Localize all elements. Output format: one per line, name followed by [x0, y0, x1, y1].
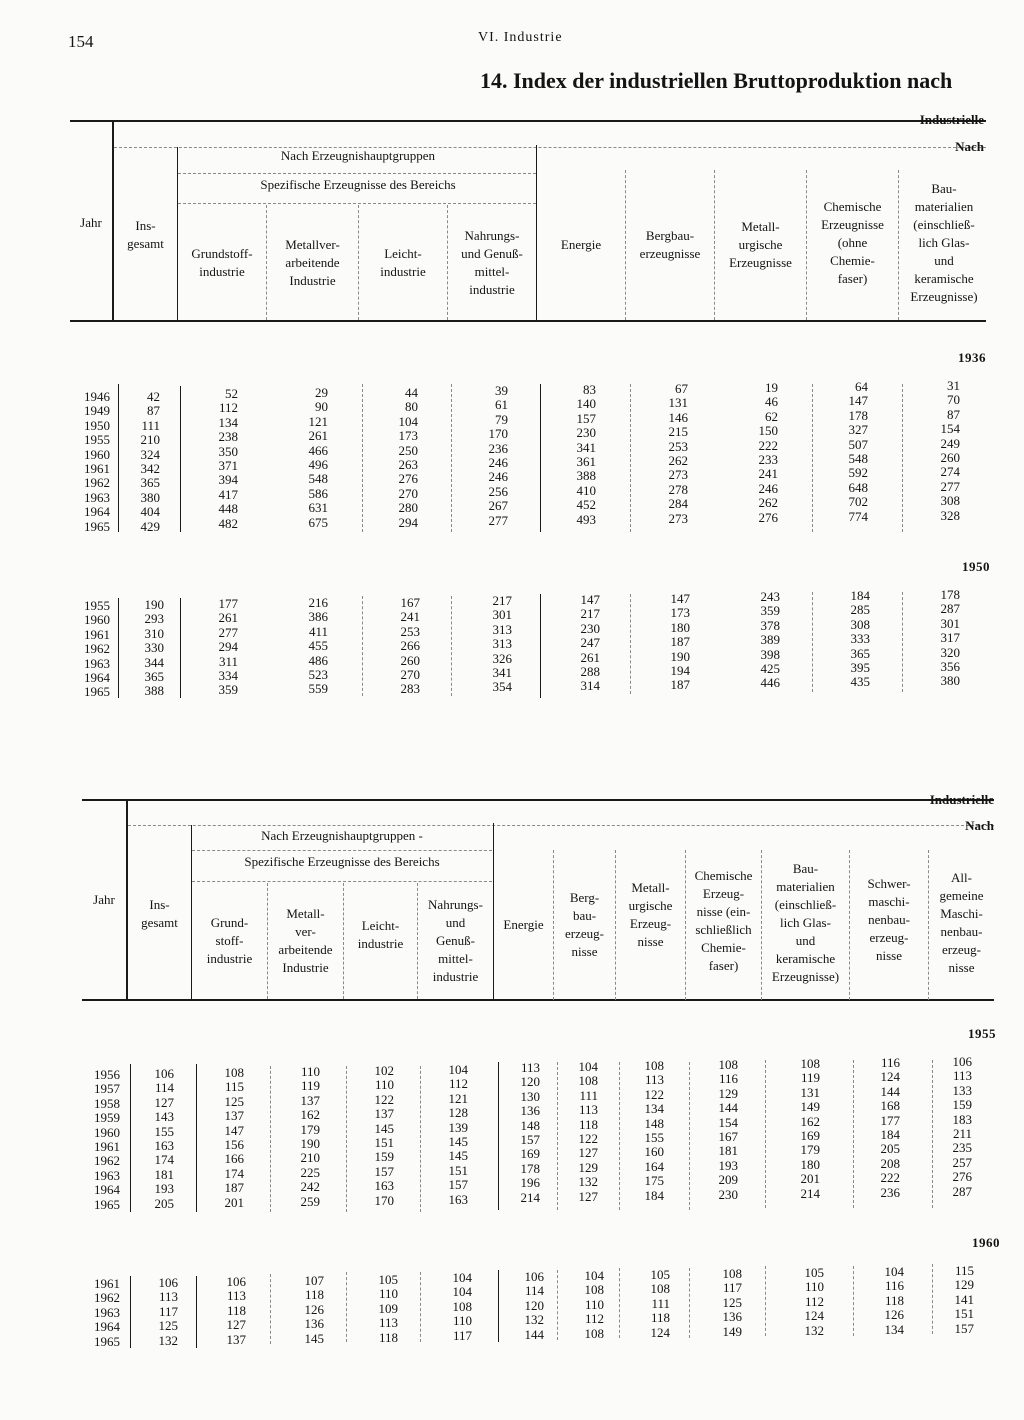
t2-b2-col-allgemeine-maschinenbau: 115 129 141 151 157 — [954, 1263, 974, 1336]
t2-header-baumaterialien: Bau- materialien (einschließ- lich Glas- und keramische Erzeugnisse) — [771, 860, 840, 984]
t1-b1-col-chemische: 64 147 178 327 507 548 592 648 702 774 — [848, 379, 868, 524]
t1-b2-col-baumaterialien: 178 287 301 317 320 356 380 — [940, 587, 960, 689]
t1-b1-col-insgesamt: 42 87 111 210 324 342 365 380 404 429 — [140, 389, 160, 534]
t1-b2-col-grundstoff: 177 261 277 294 311 334 359 — [218, 596, 238, 698]
t2-header-insgesamt: Ins- gesamt — [141, 897, 178, 930]
t1-b2-col-nahrung: 217 301 313 313 326 341 354 — [492, 593, 512, 695]
t2-header-nahrung: Nahrungs- und Genuß- mittel- industrie — [428, 897, 483, 984]
t2-b1-col-leichtindustrie: 102 110 122 137 145 151 159 157 163 170 — [374, 1063, 394, 1208]
table-title: 14. Index der industriellen Bruttoproduktion nach — [480, 68, 953, 93]
t1-b1-col-baumaterialien: 31 70 87 154 249 260 274 277 308 328 — [940, 378, 960, 523]
t2-header-allgemeine-maschinenbau: All- gemeine Maschi- nenbau- erzeug- nisse — [939, 869, 984, 975]
t1-header-leichtindustrie: Leicht- industrie — [380, 245, 426, 279]
t1-header-insgesamt: Ins- gesamt — [127, 218, 164, 251]
t1-b2-col-bergbau: 147 173 180 187 190 194 187 — [670, 591, 690, 693]
t2-b2-col-insgesamt: 106 113 117 125 132 — [158, 1275, 178, 1348]
t2-base-year-1960: 1960 — [972, 1235, 1000, 1250]
t1-b2-col-metallverarbeitende: 216 386 411 455 486 523 559 — [308, 595, 328, 697]
t1-b2-col-chemische: 184 285 308 333 365 395 435 — [850, 588, 870, 690]
t1-header-baumaterialien: Bau- materialien (einschließ- lich Glas- und keramische Erzeugnisse) — [910, 180, 978, 304]
t1-top-right-label: Industrielle — [919, 112, 984, 127]
t1-header-chemische: Chemische Erzeugnisse (ohne Chemie- faser) — [821, 198, 884, 286]
t2-b1-years: 1956 1957 1958 1959 1960 1961 1962 1963 1964 1965 — [94, 1067, 120, 1212]
t1-b1-col-nahrung: 39 61 79 170 236 246 246 256 267 277 — [488, 383, 508, 528]
t2-subgroup-header: Spezifische Erzeugnisse des Bereichs — [244, 854, 440, 869]
t2-nach-label: Nach — [965, 818, 994, 833]
t2-header-energie: Energie — [503, 917, 544, 932]
t2-b2-col-energie: 106 114 120 132 144 — [524, 1269, 544, 1342]
t2-top-right-label: Industrielle — [929, 792, 994, 807]
t1-header-energie: Energie — [560, 237, 602, 252]
t1-header-bergbau: Bergbau- erzeugnisse — [639, 228, 701, 261]
t2-b2-col-chemische: 108 117 125 136 149 — [722, 1266, 742, 1339]
t1-b1-col-bergbau: 67 131 146 215 253 262 273 278 284 273 — [668, 381, 688, 526]
t1-b1-col-grundstoff: 52 112 134 238 350 371 394 417 448 482 — [218, 386, 238, 531]
t1-header-jahr: Jahr — [80, 215, 102, 230]
t2-b1-col-metallurgische: 108 113 122 134 148 155 160 164 175 184 — [644, 1058, 664, 1203]
t2-b1-col-grundstoff: 108 115 125 137 147 156 166 174 187 201 — [224, 1065, 244, 1210]
t2-b2-col-metallverarbeitende: 107 118 126 136 145 — [304, 1273, 324, 1346]
t1-b1-col-metallverarbeitende: 29 90 121 261 466 496 548 586 631 675 — [308, 385, 328, 530]
t1-b1-col-metallurgische: 19 46 62 150 222 233 241 246 262 276 — [758, 380, 778, 525]
t2-b2-col-nahrung: 104 104 108 110 117 — [452, 1270, 472, 1343]
t2-b2-col-leichtindustrie: 105 110 109 113 118 — [378, 1272, 398, 1345]
t1-header-grundstoff: Grundstoff- industrie — [191, 245, 253, 279]
t2-header-metallverarbeitende: Metall- ver- arbeitende Industrie — [278, 906, 333, 975]
t2-b2-col-baumaterialien: 105 110 112 124 132 — [804, 1265, 824, 1338]
t2-b1-col-schwermaschinenbau: 116 124 144 168 177 184 205 208 222 236 — [880, 1055, 900, 1200]
t2-header-grundstoff: Grund- stoff- industrie — [206, 915, 253, 966]
t2-b2-col-metallurgische: 105 108 111 118 124 — [650, 1267, 670, 1340]
t1-base-year-1950: 1950 — [962, 559, 990, 574]
t1-subgroup-header: Spezifische Erzeugnisse des Bereichs — [260, 177, 456, 192]
t2-header-chemische: Chemische Erzeug- nisse (ein- schließlich Chemie- faser) — [694, 868, 753, 973]
t2-b1-col-bergbau: 104 108 111 113 118 122 127 129 132 127 — [578, 1059, 598, 1204]
t1-base-year-1936: 1936 — [958, 350, 986, 365]
t1-group-header: Nach Erzeugnishauptgruppen — [280, 148, 436, 163]
t1-b1-col-energie: 83 140 157 230 341 361 388 410 452 493 — [576, 382, 596, 527]
t2-base-year-1955: 1955 — [968, 1026, 996, 1041]
t2-b1-col-energie: 113 120 130 136 148 157 169 178 196 214 — [520, 1060, 540, 1205]
t1-b2-col-insgesamt: 190 293 310 330 344 365 388 — [144, 597, 164, 699]
t2-b2-col-schwermaschinenbau: 104 116 118 126 134 — [884, 1264, 904, 1337]
t1-b1-years: 1946 1949 1950 1955 1960 1961 1962 1963 1964 1965 — [84, 389, 110, 534]
t2-b2-years: 1961 1962 1963 1964 1965 — [94, 1276, 120, 1349]
t1-b2-col-leichtindustrie: 167 241 253 266 260 270 283 — [400, 595, 420, 697]
t1-b2-col-energie: 147 217 230 247 261 288 314 — [580, 592, 600, 694]
t2-b2-col-bergbau: 104 108 110 112 108 — [584, 1268, 604, 1341]
page-number: 154 — [68, 32, 94, 51]
chapter-title: VI. Industrie — [478, 30, 563, 45]
t2-b1-col-baumaterialien: 108 119 131 149 162 169 179 180 201 214 — [800, 1056, 820, 1201]
t2-header-jahr: Jahr — [93, 892, 115, 907]
t2-b1-col-allgemeine-maschinenbau: 106 113 133 159 183 211 235 257 276 287 — [952, 1054, 972, 1199]
t2-b2-col-grundstoff: 106 113 118 127 137 — [226, 1274, 246, 1347]
t2-group-header: Nach Erzeugnishauptgruppen - — [261, 828, 423, 843]
t2-header-bergbau: Berg- bau- erzeug- nisse — [565, 890, 604, 959]
t1-b1-col-leichtindustrie: 44 80 104 173 250 263 276 270 280 294 — [398, 385, 418, 530]
t2-b1-col-chemische: 108 116 129 144 154 167 181 193 209 230 — [718, 1057, 738, 1202]
t2-header-metallurgische: Metall- urgische Erzeug- nisse — [628, 880, 673, 949]
t1-b2-years: 1955 1960 1961 1962 1963 1964 1965 — [84, 598, 110, 700]
t2-b1-col-nahrung: 104 112 121 128 139 145 145 151 157 163 — [448, 1062, 468, 1207]
t2-b1-col-insgesamt: 106 114 127 143 155 163 174 181 193 205 — [154, 1066, 174, 1211]
t1-b2-col-metallurgische: 243 359 378 389 398 425 446 — [760, 589, 780, 691]
t2-header-schwermaschinenbau: Schwer- maschi- nenbau- erzeug- nisse — [867, 876, 911, 963]
t2-b1-col-metallverarbeitende: 110 119 137 162 179 190 210 225 242 259 — [300, 1064, 320, 1209]
t1-header-nahrung: Nahrungs- und Genuß- mittel- industrie — [461, 227, 523, 297]
t1-header-metallverarbeitende: Metallver- arbeitende Industrie — [285, 236, 340, 288]
t1-header-metallurgische: Metall- urgische Erzeugnisse — [729, 219, 792, 270]
t1-nach-label: Nach — [955, 139, 984, 154]
t2-header-leichtindustrie: Leicht- industrie — [357, 918, 404, 951]
